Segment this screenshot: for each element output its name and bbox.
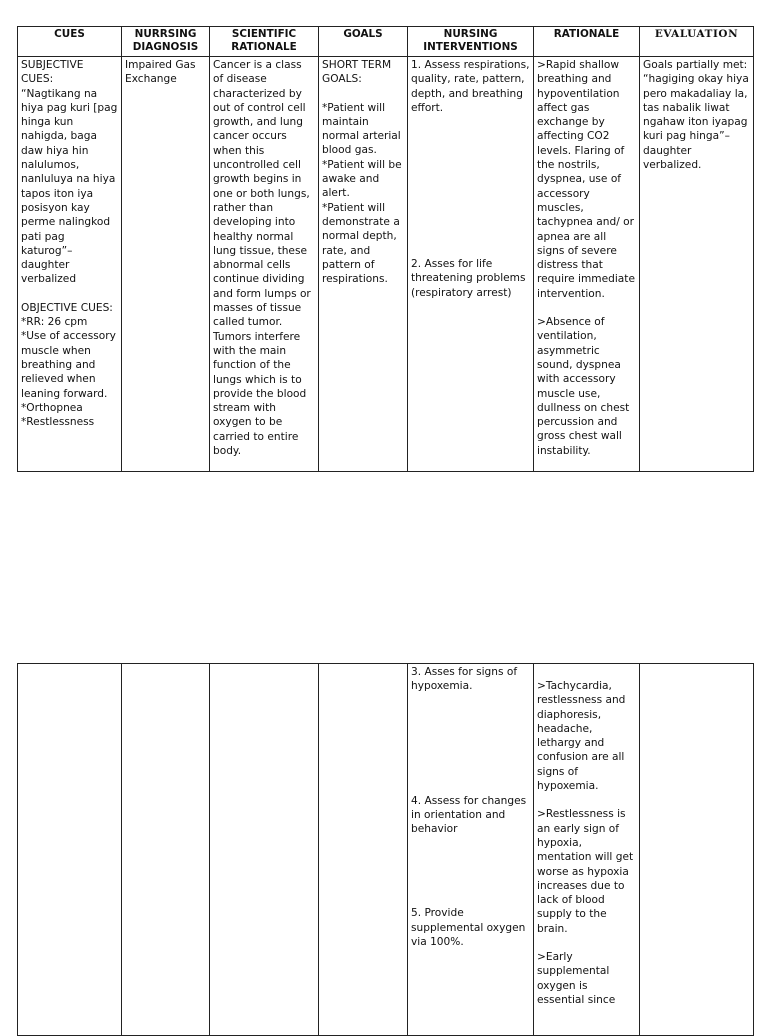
header-diagnosis: NURRSING DIAGNOSIS (122, 27, 210, 57)
subjective-cues-text: “Nagtikang na hiya pag kuri [pag hinga kun nahigda, baga daw hiya hin nalulumos, nanluluya na hiya tapos iton iya posisyon kay perme nalingkod pati pag katurog”– daughter verbalized (21, 87, 118, 286)
evaluation-text: Goals partially met: “hagiging okay hiya pero makadaliay la, tas nabalik liwat ngahaw iton iyapag kuri pag hinga”–daughter verbalized. (643, 59, 749, 172)
subjective-cues-title: SUBJECTIVE CUES: (21, 59, 84, 86)
goals-cell (319, 57, 408, 472)
header-evaluation: EVALUATION (640, 27, 754, 57)
intervention-item: 5. Provide supplemental oxygen via 100%. (411, 907, 526, 949)
cues-cell (18, 57, 122, 472)
care-plan-table-page-2 (17, 663, 754, 1036)
goals-title: SHORT TERM GOALS: (322, 59, 392, 86)
objective-cues-title: OBJECTIVE CUES: (21, 301, 113, 314)
scientific-rationale-cell (210, 57, 319, 472)
rationale-cell (534, 664, 640, 1036)
goal-item: *Patient will be awake and alert. (322, 158, 406, 200)
rationale-cell (534, 57, 640, 472)
rationale-item: >Restlessness is an early sign of hypoxia, mentation will get worse as hypoxia increases due to lack of blood supply to the brain. (537, 808, 634, 935)
interventions-cell (408, 57, 534, 472)
rationale-item: >Early supplemental oxygen is essential since (537, 951, 616, 1006)
goal-item: *Patient will maintain normal arterial blood gas. (322, 101, 405, 157)
header-rationale: RATIONALE (534, 27, 640, 57)
evaluation-cell (640, 57, 754, 472)
goal-item: *Patient will demonstrate a normal depth, rate, and pattern of respirations. (322, 201, 404, 286)
rationale-item: >Rapid shallow breathing and hypoventilation affect gas exchange by affecting CO2 levels. Flaring of the nostrils, dyspnea, use of accessory muscles, tachypnea and/ or apnea are all signs of severe distress that require immediate intervention. (537, 59, 635, 300)
care-plan-table-page-1 (17, 26, 754, 472)
cues-cell (18, 664, 122, 1036)
objective-cue: *RR: 26 cpm (21, 316, 88, 329)
diagnosis-cell (122, 664, 210, 1036)
evaluation-cell (640, 664, 754, 1036)
table-row (18, 664, 754, 1036)
header-row (18, 27, 754, 57)
header-interventions: NURSING INTERVENTIONS (408, 27, 534, 57)
scientific-rationale-text: Cancer is a class of disease characterized by out of control cell growth, and lung cancer occurs when this uncontrolled cell growth begins in one or both lungs, rather than developing into healthy normal lung tissue, these abnormal cells continue dividing and form lumps or masses of tissue called tumor. Tumors interfere with the main function of the lungs which is to provide the blood stream with oxygen to be carried to entire body. (213, 59, 311, 458)
objective-cue: *Orthopnea (21, 401, 83, 414)
interventions-cell (408, 664, 534, 1036)
intervention-item: 3. Asses for signs of hypoxemia. (411, 666, 518, 693)
intervention-item: 2. Asses for life threatening problems (respiratory arrest) (411, 258, 526, 299)
rationale-item: >Absence of ventilation, asymmetric sound, dyspnea with accessory muscle use, dullness on chest percussion and gross chest wall instability. (537, 316, 630, 457)
intervention-item: 4. Assess for changes in orientation and behavior (411, 794, 527, 836)
header-cues: CUES (18, 27, 122, 57)
scientific-rationale-cell (210, 664, 319, 1036)
rationale-item: >Tachycardia, restlessness and diaphoresis, headache, lethargy and confusion are all signs of hypoxemia. (537, 680, 626, 793)
goals-cell (319, 664, 408, 1036)
objective-cue: *Use of accessory muscle when breathing and relieved when leaning forward. (21, 330, 120, 400)
header-goals: GOALS (319, 27, 408, 57)
intervention-item: 1. Assess respirations, quality, rate, pattern, depth, and breathing effort. (411, 59, 530, 114)
diagnosis-cell (122, 57, 210, 472)
table-row (18, 57, 754, 472)
header-scientific-rationale: SCIENTIFIC RATIONALE (210, 27, 319, 57)
objective-cue: *Restlessness (21, 416, 95, 429)
diagnosis-text: Impaired Gas Exchange (125, 59, 196, 86)
